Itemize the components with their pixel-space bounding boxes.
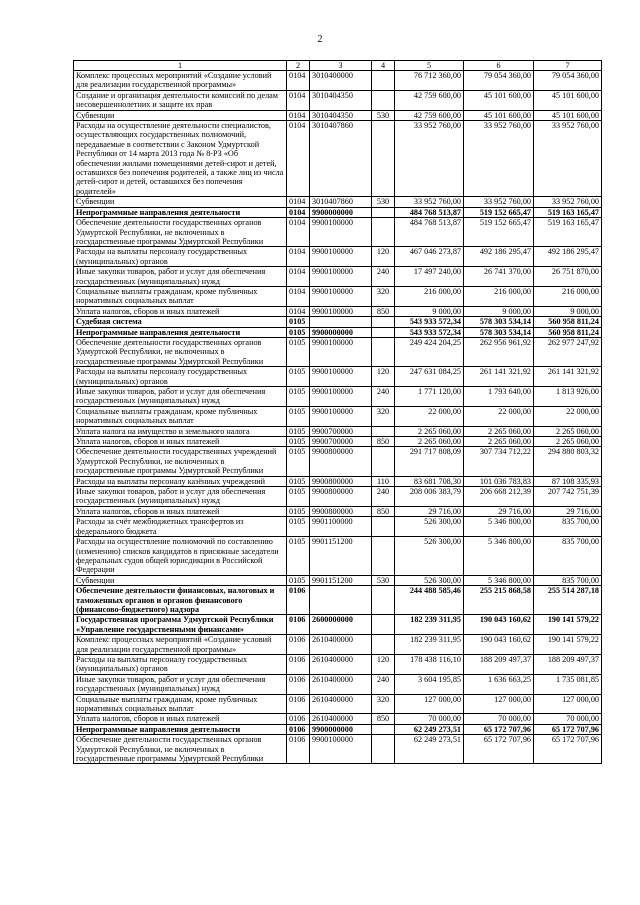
row-amount-col6: 519 152 665,47 [464, 207, 534, 217]
row-section-code: 0105 [287, 487, 310, 507]
row-name: Расходы на выплаты персоналу государственных (муниципальных) органов [74, 367, 287, 387]
row-section-code: 0104 [287, 71, 310, 91]
row-section-code: 0106 [287, 674, 310, 694]
row-expense-type: 850 [372, 437, 395, 447]
row-name: Обеспечение деятельности финансовых, налоговых и таможенных органов и органов финансового (финансово-бюджетного) надзора [74, 586, 287, 615]
column-header: 4 [372, 61, 395, 71]
row-amount-col5: 467 046 273,87 [395, 247, 464, 267]
row-target-code: 9900000000 [310, 207, 372, 217]
row-target-code: 3010407860 [310, 121, 372, 197]
row-name: Обеспечение деятельности государственных органов Удмуртской Республики, не включенных в государственные программы Удмуртской Республики [74, 337, 287, 366]
row-amount-col7: 45 101 600,00 [534, 90, 602, 110]
row-amount-col7: 216 000,00 [534, 286, 602, 306]
row-amount-col5: 83 681 708,30 [395, 476, 464, 486]
row-expense-type: 850 [372, 506, 395, 516]
row-amount-col6: 1 636 663,25 [464, 674, 534, 694]
row-amount-col5: 526 300,00 [395, 575, 464, 585]
table-row [74, 575, 602, 585]
row-section-code: 0105 [287, 367, 310, 387]
row-target-code: 9900100000 [310, 218, 372, 247]
row-name: Создание и организация деятельности комиссий по делам несовершеннолетних и защите их прав [74, 90, 287, 110]
table-row [74, 735, 602, 764]
table-row [74, 197, 602, 207]
row-name: Уплата налогов, сборов и иных платежей [74, 437, 287, 447]
row-amount-col5: 526 300,00 [395, 517, 464, 537]
table-row [74, 476, 602, 486]
row-target-code: 9900100000 [310, 367, 372, 387]
table-row [74, 110, 602, 120]
row-amount-col5: 33 952 760,00 [395, 197, 464, 207]
table-row [74, 654, 602, 674]
column-header: 1 [74, 61, 287, 71]
row-amount-col5: 9 000,00 [395, 306, 464, 316]
row-target-code: 2610400000 [310, 694, 372, 714]
row-target-code: 9900800000 [310, 447, 372, 476]
row-target-code: 9900100000 [310, 406, 372, 426]
row-amount-col5: 127 000,00 [395, 694, 464, 714]
row-amount-col5: 2 265 060,00 [395, 437, 464, 447]
row-expense-type: 120 [372, 367, 395, 387]
row-target-code: 9900000000 [310, 327, 372, 337]
row-amount-col7: 519 163 165,47 [534, 207, 602, 217]
row-amount-col5: 244 488 585,46 [395, 586, 464, 615]
row-amount-col7: 560 958 811,24 [534, 327, 602, 337]
row-expense-type: 120 [372, 247, 395, 267]
row-target-code: 9900100000 [310, 247, 372, 267]
row-expense-type: 530 [372, 197, 395, 207]
row-target-code: 9900000000 [310, 724, 372, 734]
row-amount-col6: 206 668 212,39 [464, 487, 534, 507]
row-target-code: 3010400000 [310, 71, 372, 91]
row-amount-col7: 835 700,00 [534, 575, 602, 585]
row-target-code: 9900100000 [310, 337, 372, 366]
row-amount-col6: 5 346 800,00 [464, 575, 534, 585]
column-header: 6 [464, 61, 534, 71]
row-amount-col6: 492 186 295,47 [464, 247, 534, 267]
row-amount-col5: 1 771 120,00 [395, 387, 464, 407]
row-expense-type [372, 121, 395, 197]
row-amount-col6: 2 265 060,00 [464, 426, 534, 436]
row-section-code: 0105 [287, 406, 310, 426]
row-amount-col7: 1 735 081,85 [534, 674, 602, 694]
row-amount-col7: 294 880 803,32 [534, 447, 602, 476]
table-row [74, 387, 602, 407]
row-amount-col7: 207 742 751,39 [534, 487, 602, 507]
row-target-code [310, 317, 372, 327]
row-name: Социальные выплаты гражданам, кроме публичных нормативных социальных выплат [74, 406, 287, 426]
row-expense-type: 320 [372, 694, 395, 714]
row-name: Судебная система [74, 317, 287, 327]
row-expense-type [372, 90, 395, 110]
row-expense-type: 240 [372, 487, 395, 507]
row-amount-col5: 247 631 084,25 [395, 367, 464, 387]
row-section-code: 0105 [287, 437, 310, 447]
row-section-code: 0106 [287, 694, 310, 714]
row-amount-col6: 261 141 321,92 [464, 367, 534, 387]
row-expense-type [372, 635, 395, 655]
row-amount-col5: 182 239 311,95 [395, 635, 464, 655]
table-row [74, 487, 602, 507]
table-row [74, 714, 602, 724]
row-expense-type: 850 [372, 306, 395, 316]
row-amount-col7: 188 209 497,37 [534, 654, 602, 674]
row-name: Расходы на осуществление деятельности специалистов, осуществляющих государственных полномочий, передаваемые в соответствии с Законом Удмуртской Республики от 14 марта 2013 года № 8-РЗ «Об обеспечении жилыми помещениями детей-сирот и детей, оставшихся без попечения родителей, а также лиц из числа детей-сирот и детей, оставшихся без попечения родителей» [74, 121, 287, 197]
row-target-code [310, 586, 372, 615]
row-amount-col7: 26 751 870,00 [534, 267, 602, 287]
row-amount-col6: 307 734 712,22 [464, 447, 534, 476]
row-target-code: 2610400000 [310, 635, 372, 655]
row-target-code: 9900100000 [310, 267, 372, 287]
table-row [74, 406, 602, 426]
row-amount-col7: 65 172 707,96 [534, 724, 602, 734]
row-amount-col7: 835 700,00 [534, 537, 602, 576]
row-name: Непрограммные направления деятельности [74, 327, 287, 337]
row-name: Иные закупки товаров, работ и услуг для обеспечения государственных (муниципальных) нужд [74, 487, 287, 507]
row-name: Иные закупки товаров, работ и услуг для обеспечения государственных (муниципальных) нужд [74, 267, 287, 287]
row-amount-col5: 543 933 572,34 [395, 327, 464, 337]
table-row [74, 517, 602, 537]
row-amount-col5: 29 716,00 [395, 506, 464, 516]
row-name: Иные закупки товаров, работ и услуг для обеспечения государственных (муниципальных) нужд [74, 387, 287, 407]
row-amount-col5: 249 424 204,25 [395, 337, 464, 366]
row-section-code: 0104 [287, 90, 310, 110]
row-amount-col5: 216 000,00 [395, 286, 464, 306]
column-header: 7 [534, 61, 602, 71]
table-header-row [74, 61, 602, 71]
table-row [74, 537, 602, 576]
page-number: 2 [317, 34, 323, 45]
table-row [74, 635, 602, 655]
table-row [74, 306, 602, 316]
row-expense-type [372, 71, 395, 91]
row-target-code: 3010407860 [310, 197, 372, 207]
row-expense-type [372, 724, 395, 734]
row-expense-type [372, 327, 395, 337]
row-section-code: 0104 [287, 218, 310, 247]
row-name: Комплекс процессных мероприятий «Создание условий для реализации государственной программы» [74, 71, 287, 91]
row-section-code: 0105 [287, 426, 310, 436]
row-expense-type: 240 [372, 267, 395, 287]
row-target-code: 9901100000 [310, 517, 372, 537]
row-expense-type: 850 [372, 714, 395, 724]
row-amount-col6: 70 000,00 [464, 714, 534, 724]
row-expense-type [372, 586, 395, 615]
row-amount-col7: 87 108 335,93 [534, 476, 602, 486]
row-amount-col6: 26 741 370,00 [464, 267, 534, 287]
table-row [74, 337, 602, 366]
row-section-code: 0104 [287, 267, 310, 287]
row-target-code: 3010404350 [310, 110, 372, 120]
row-target-code: 9900800000 [310, 476, 372, 486]
row-amount-col6: 5 346 800,00 [464, 517, 534, 537]
row-name: Расходы на выплаты персоналу казённых учреждений [74, 476, 287, 486]
row-target-code: 9900700000 [310, 426, 372, 436]
row-section-code: 0105 [287, 575, 310, 585]
row-section-code: 0106 [287, 635, 310, 655]
row-section-code: 0105 [287, 537, 310, 576]
table-row [74, 327, 602, 337]
row-name: Непрограммные направления деятельности [74, 724, 287, 734]
row-name: Обеспечение деятельности государственных органов Удмуртской Республики, не включенных в государственные программы Удмуртской Республики [74, 735, 287, 764]
row-section-code: 0104 [287, 306, 310, 316]
row-amount-col7: 190 141 579,22 [534, 635, 602, 655]
row-expense-type: 240 [372, 674, 395, 694]
row-amount-col7: 492 186 295,47 [534, 247, 602, 267]
row-amount-col6: 22 000,00 [464, 406, 534, 426]
row-amount-col7: 65 172 707,96 [534, 735, 602, 764]
row-section-code: 0106 [287, 714, 310, 724]
row-amount-col6: 2 265 060,00 [464, 437, 534, 447]
row-section-code: 0105 [287, 447, 310, 476]
table-row [74, 207, 602, 217]
table-row [74, 267, 602, 287]
row-expense-type [372, 218, 395, 247]
row-amount-col5: 484 768 513,87 [395, 218, 464, 247]
table-row [74, 447, 602, 476]
row-amount-col6: 45 101 600,00 [464, 110, 534, 120]
row-amount-col6: 79 054 360,00 [464, 71, 534, 91]
budget-table [73, 60, 602, 764]
row-amount-col5: 526 300,00 [395, 537, 464, 576]
table-row [74, 247, 602, 267]
row-amount-col6: 1 793 640,00 [464, 387, 534, 407]
table-row [74, 90, 602, 110]
row-name: Уплата налогов, сборов и иных платежей [74, 714, 287, 724]
row-expense-type [372, 337, 395, 366]
row-name: Государственная программа Удмуртской Республики «Управление государственными финансами» [74, 615, 287, 635]
row-amount-col6: 578 303 534,14 [464, 327, 534, 337]
row-section-code: 0104 [287, 197, 310, 207]
row-name: Обеспечение деятельности государственных органов Удмуртской Республики, не включенных в государственные программы Удмуртской Республики [74, 218, 287, 247]
row-amount-col5: 543 933 572,34 [395, 317, 464, 327]
row-name: Уплата налогов, сборов и иных платежей [74, 506, 287, 516]
table-row [74, 694, 602, 714]
table-row [74, 367, 602, 387]
row-expense-type: 530 [372, 110, 395, 120]
row-target-code: 9900800000 [310, 506, 372, 516]
row-expense-type: 320 [372, 406, 395, 426]
row-section-code: 0105 [287, 506, 310, 516]
row-section-code: 0106 [287, 586, 310, 615]
column-header: 3 [310, 61, 372, 71]
table-row [74, 615, 602, 635]
row-section-code: 0106 [287, 724, 310, 734]
row-amount-col6: 519 152 665,47 [464, 218, 534, 247]
row-amount-col7: 2 265 060,00 [534, 437, 602, 447]
row-amount-col7: 127 000,00 [534, 694, 602, 714]
row-expense-type [372, 426, 395, 436]
row-amount-col6: 188 209 497,37 [464, 654, 534, 674]
table-row [74, 724, 602, 734]
row-name: Расходы на выплаты персоналу государственных (муниципальных) органов [74, 654, 287, 674]
row-section-code: 0105 [287, 337, 310, 366]
row-name: Субвенции [74, 197, 287, 207]
row-amount-col5: 17 497 240,00 [395, 267, 464, 287]
row-section-code: 0105 [287, 517, 310, 537]
row-expense-type [372, 735, 395, 764]
row-expense-type [372, 447, 395, 476]
row-amount-col5: 2 265 060,00 [395, 426, 464, 436]
row-amount-col6: 190 043 160,62 [464, 615, 534, 635]
row-target-code: 2610400000 [310, 654, 372, 674]
row-name: Расходы на выплаты персоналу государственных (муниципальных) органов [74, 247, 287, 267]
row-name: Расходы за счёт межбюджетных трансфертов из федерального бюджета [74, 517, 287, 537]
row-amount-col7: 45 101 600,00 [534, 110, 602, 120]
row-amount-col7: 560 958 811,24 [534, 317, 602, 327]
row-section-code: 0106 [287, 615, 310, 635]
table-row [74, 426, 602, 436]
row-target-code: 2610400000 [310, 714, 372, 724]
row-amount-col6: 578 303 534,14 [464, 317, 534, 327]
row-name: Социальные выплаты гражданам, кроме публичных нормативных социальных выплат [74, 694, 287, 714]
row-name: Обеспечение деятельности государственных учреждений Удмуртской Республики, не включенных в государственные программы Удмуртской Республики [74, 447, 287, 476]
row-amount-col7: 2 265 060,00 [534, 426, 602, 436]
row-amount-col7: 9 000,00 [534, 306, 602, 316]
row-amount-col6: 9 000,00 [464, 306, 534, 316]
row-expense-type [372, 517, 395, 537]
table-row [74, 286, 602, 306]
row-expense-type [372, 615, 395, 635]
row-amount-col6: 127 000,00 [464, 694, 534, 714]
row-target-code: 2610400000 [310, 674, 372, 694]
row-section-code: 0104 [287, 121, 310, 197]
row-expense-type [372, 207, 395, 217]
table-row [74, 121, 602, 197]
row-amount-col5: 291 717 808,09 [395, 447, 464, 476]
row-amount-col6: 216 000,00 [464, 286, 534, 306]
row-target-code: 9900700000 [310, 437, 372, 447]
row-target-code: 9900100000 [310, 735, 372, 764]
row-amount-col5: 33 952 760,00 [395, 121, 464, 197]
row-amount-col5: 484 768 513,87 [395, 207, 464, 217]
row-amount-col5: 22 000,00 [395, 406, 464, 426]
row-section-code: 0104 [287, 247, 310, 267]
row-amount-col7: 519 163 165,47 [534, 218, 602, 247]
row-amount-col5: 76 712 360,00 [395, 71, 464, 91]
row-name: Субвенции [74, 575, 287, 585]
row-section-code: 0104 [287, 110, 310, 120]
row-section-code: 0105 [287, 317, 310, 327]
table-row [74, 218, 602, 247]
row-amount-col7: 33 952 760,00 [534, 197, 602, 207]
row-amount-col6: 101 036 783,83 [464, 476, 534, 486]
row-amount-col6: 65 172 707,96 [464, 724, 534, 734]
row-amount-col7: 190 141 579,22 [534, 615, 602, 635]
table-row [74, 674, 602, 694]
row-amount-col5: 182 239 311,95 [395, 615, 464, 635]
row-amount-col6: 5 346 800,00 [464, 537, 534, 576]
row-name: Иные закупки товаров, работ и услуг для обеспечения государственных (муниципальных) нужд [74, 674, 287, 694]
row-amount-col7: 22 000,00 [534, 406, 602, 426]
column-header: 5 [395, 61, 464, 71]
row-amount-col6: 33 952 760,00 [464, 197, 534, 207]
row-amount-col7: 835 700,00 [534, 517, 602, 537]
row-expense-type: 240 [372, 387, 395, 407]
row-amount-col5: 62 249 273,51 [395, 735, 464, 764]
row-amount-col5: 208 006 383,79 [395, 487, 464, 507]
row-amount-col6: 65 172 707,96 [464, 735, 534, 764]
row-target-code: 9901151200 [310, 537, 372, 576]
row-section-code: 0105 [287, 476, 310, 486]
row-target-code: 3010404350 [310, 90, 372, 110]
row-name: Социальные выплаты гражданам, кроме публичных нормативных социальных выплат [74, 286, 287, 306]
row-section-code: 0106 [287, 735, 310, 764]
row-target-code: 9900800000 [310, 487, 372, 507]
row-section-code: 0106 [287, 654, 310, 674]
row-name: Расходы на осуществление полномочий по составлению (изменению) списков кандидатов в присяжные заседатели федеральных судов общей юрисдикции в Российской Федерации [74, 537, 287, 576]
table-row [74, 586, 602, 615]
row-expense-type [372, 317, 395, 327]
row-expense-type [372, 537, 395, 576]
table-row [74, 506, 602, 516]
row-amount-col7: 1 813 926,00 [534, 387, 602, 407]
row-target-code: 9901151200 [310, 575, 372, 585]
row-amount-col7: 33 952 760,00 [534, 121, 602, 197]
row-amount-col6: 190 043 160,62 [464, 635, 534, 655]
row-expense-type: 320 [372, 286, 395, 306]
row-name: Непрограммные направления деятельности [74, 207, 287, 217]
row-target-code: 9900100000 [310, 306, 372, 316]
row-name: Уплата налога на имущество и земельного налога [74, 426, 287, 436]
row-amount-col5: 3 604 195,85 [395, 674, 464, 694]
row-name: Уплата налогов, сборов и иных платежей [74, 306, 287, 316]
row-expense-type: 110 [372, 476, 395, 486]
row-amount-col7: 261 141 321,92 [534, 367, 602, 387]
column-header: 2 [287, 61, 310, 71]
row-section-code: 0104 [287, 207, 310, 217]
row-amount-col7: 70 000,00 [534, 714, 602, 724]
row-amount-col7: 262 977 247,92 [534, 337, 602, 366]
row-amount-col7: 255 514 287,18 [534, 586, 602, 615]
row-amount-col6: 33 952 760,00 [464, 121, 534, 197]
table-row [74, 317, 602, 327]
row-target-code: 2600000000 [310, 615, 372, 635]
row-amount-col6: 262 956 961,92 [464, 337, 534, 366]
row-amount-col7: 79 054 360,00 [534, 71, 602, 91]
row-target-code: 9900100000 [310, 387, 372, 407]
row-amount-col7: 29 716,00 [534, 506, 602, 516]
row-expense-type: 530 [372, 575, 395, 585]
row-amount-col5: 42 759 600,00 [395, 90, 464, 110]
row-section-code: 0104 [287, 286, 310, 306]
row-amount-col5: 178 438 116,10 [395, 654, 464, 674]
row-amount-col5: 62 249 273,51 [395, 724, 464, 734]
row-expense-type: 120 [372, 654, 395, 674]
row-section-code: 0105 [287, 327, 310, 337]
row-amount-col6: 255 215 868,58 [464, 586, 534, 615]
row-section-code: 0105 [287, 387, 310, 407]
row-name: Комплекс процессных мероприятий «Создание условий для реализации государственной программы» [74, 635, 287, 655]
row-name: Субвенции [74, 110, 287, 120]
row-amount-col6: 29 716,00 [464, 506, 534, 516]
row-amount-col6: 45 101 600,00 [464, 90, 534, 110]
table-row [74, 437, 602, 447]
table-row [74, 71, 602, 91]
row-target-code: 9900100000 [310, 286, 372, 306]
row-amount-col5: 42 759 600,00 [395, 110, 464, 120]
row-amount-col5: 70 000,00 [395, 714, 464, 724]
